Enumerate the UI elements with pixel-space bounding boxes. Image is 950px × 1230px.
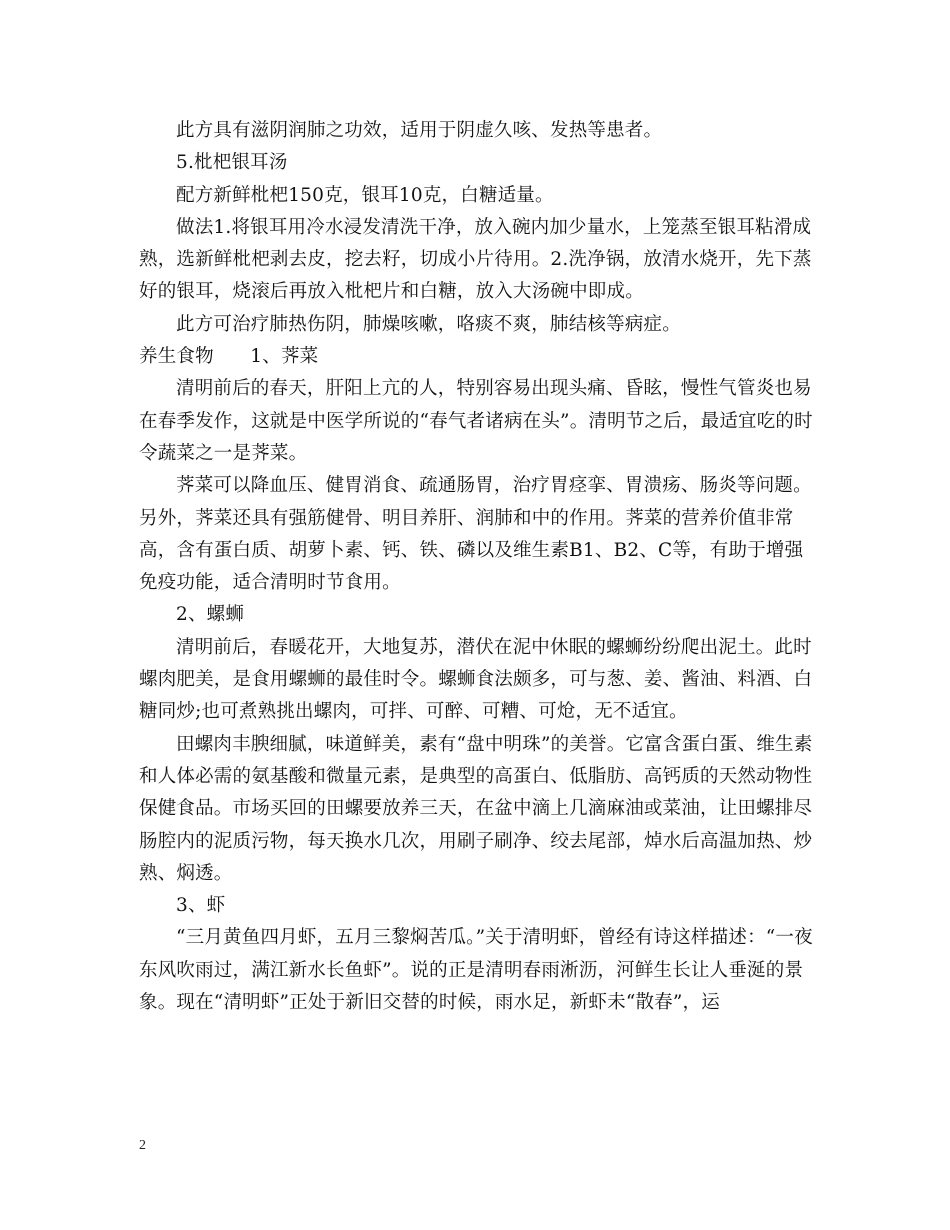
recipe-heading: 5.枇杷银耳汤 — [176, 152, 288, 174]
subsection-heading: 2、螺蛳 — [176, 604, 245, 626]
page-number: 2 — [139, 1138, 146, 1153]
paragraph: “三月黄鱼四月虾，五月三黎焖苦瓜。”关于清明虾，曾经有诗这样描述：“一夜东风吹雨过，满江新水长鱼虾”。说的正是清明春雨淅沥，河鲜生长让人垂涎的景象。现在“清明虾”正处于新旧交替的时候，雨水足，新虾未“散春”，运 — [139, 927, 813, 1014]
paragraph: 荠菜可以降血压、健胃消食、疏通肠胃，治疗胃痉挛、胃溃疡、肠炎等问题。另外，荠菜还具有强筋健骨、明目养肝、润肺和中的作用。荠菜的营养价值非常高，含有蛋白质、胡萝卜素、钙、铁、磷以及维生素B1、B2、C等，有助于增强免疫功能，适合清明时节食用。 — [139, 475, 812, 594]
paragraph: 清明前后，春暖花开，大地复苏，潜伏在泥中休眠的螺蛳纷纷爬出泥土。此时螺肉肥美，是食用螺蛳的最佳时令。螺蛳食法颇多，可与葱、姜、酱油、料酒、白糖同炒;也可煮熟挑出螺肉，可拌、可醉、可糟、可炝，无不适宜。 — [139, 636, 813, 723]
section-heading: 养生食物 1、荠菜 — [139, 346, 319, 368]
paragraph: 做法1.将银耳用冷水浸发清洗干净，放入碗内加少量水，上笼蒸至银耳粘滑成熟，选新鲜枇杷剥去皮，挖去籽，切成小片待用。2.洗净锅，放清水烧开，先下蒸好的银耳，烧滚后再放入枇杷片和白糖，放入大汤碗中即成。 — [139, 216, 812, 303]
subsection-heading: 3、虾 — [176, 895, 226, 917]
paragraph: 田螺肉丰腴细腻，味道鲜美，素有“盘中明珠”的美誉。它富含蛋白蛋、维生素和人体必需的氨基酸和微量元素，是典型的高蛋白、低脂肪、高钙质的天然动物性保健食品。市场买回的田螺要放养三天，在盆中滴上几滴麻油或菜油，让田螺排尽肠腔内的泥质污物，每天换水几次，用刷子刷净、绞去尾部，焯水后高温加热、炒熟、焖透。 — [139, 733, 813, 884]
paragraph: 此方具有滋阴润肺之功效，适用于阴虚久咳、发热等患者。 — [176, 120, 663, 141]
paragraph: 配方新鲜枇杷150克，银耳10克，白糖适量。 — [176, 184, 554, 206]
paragraph: 此方可治疗肺热伤阴，肺燥咳嗽，咯痰不爽，肺结核等病症。 — [176, 313, 681, 335]
paragraph: 清明前后的春天，肝阳上亢的人，特别容易出现头痛、昏眩，慢性气管炎也易在春季发作，这就是中医学所说的“春气者诸病在头”。清明节之后，最适宜吃的时令蔬菜之一是荠菜。 — [139, 378, 813, 464]
document-body — [139, 115, 819, 1019]
